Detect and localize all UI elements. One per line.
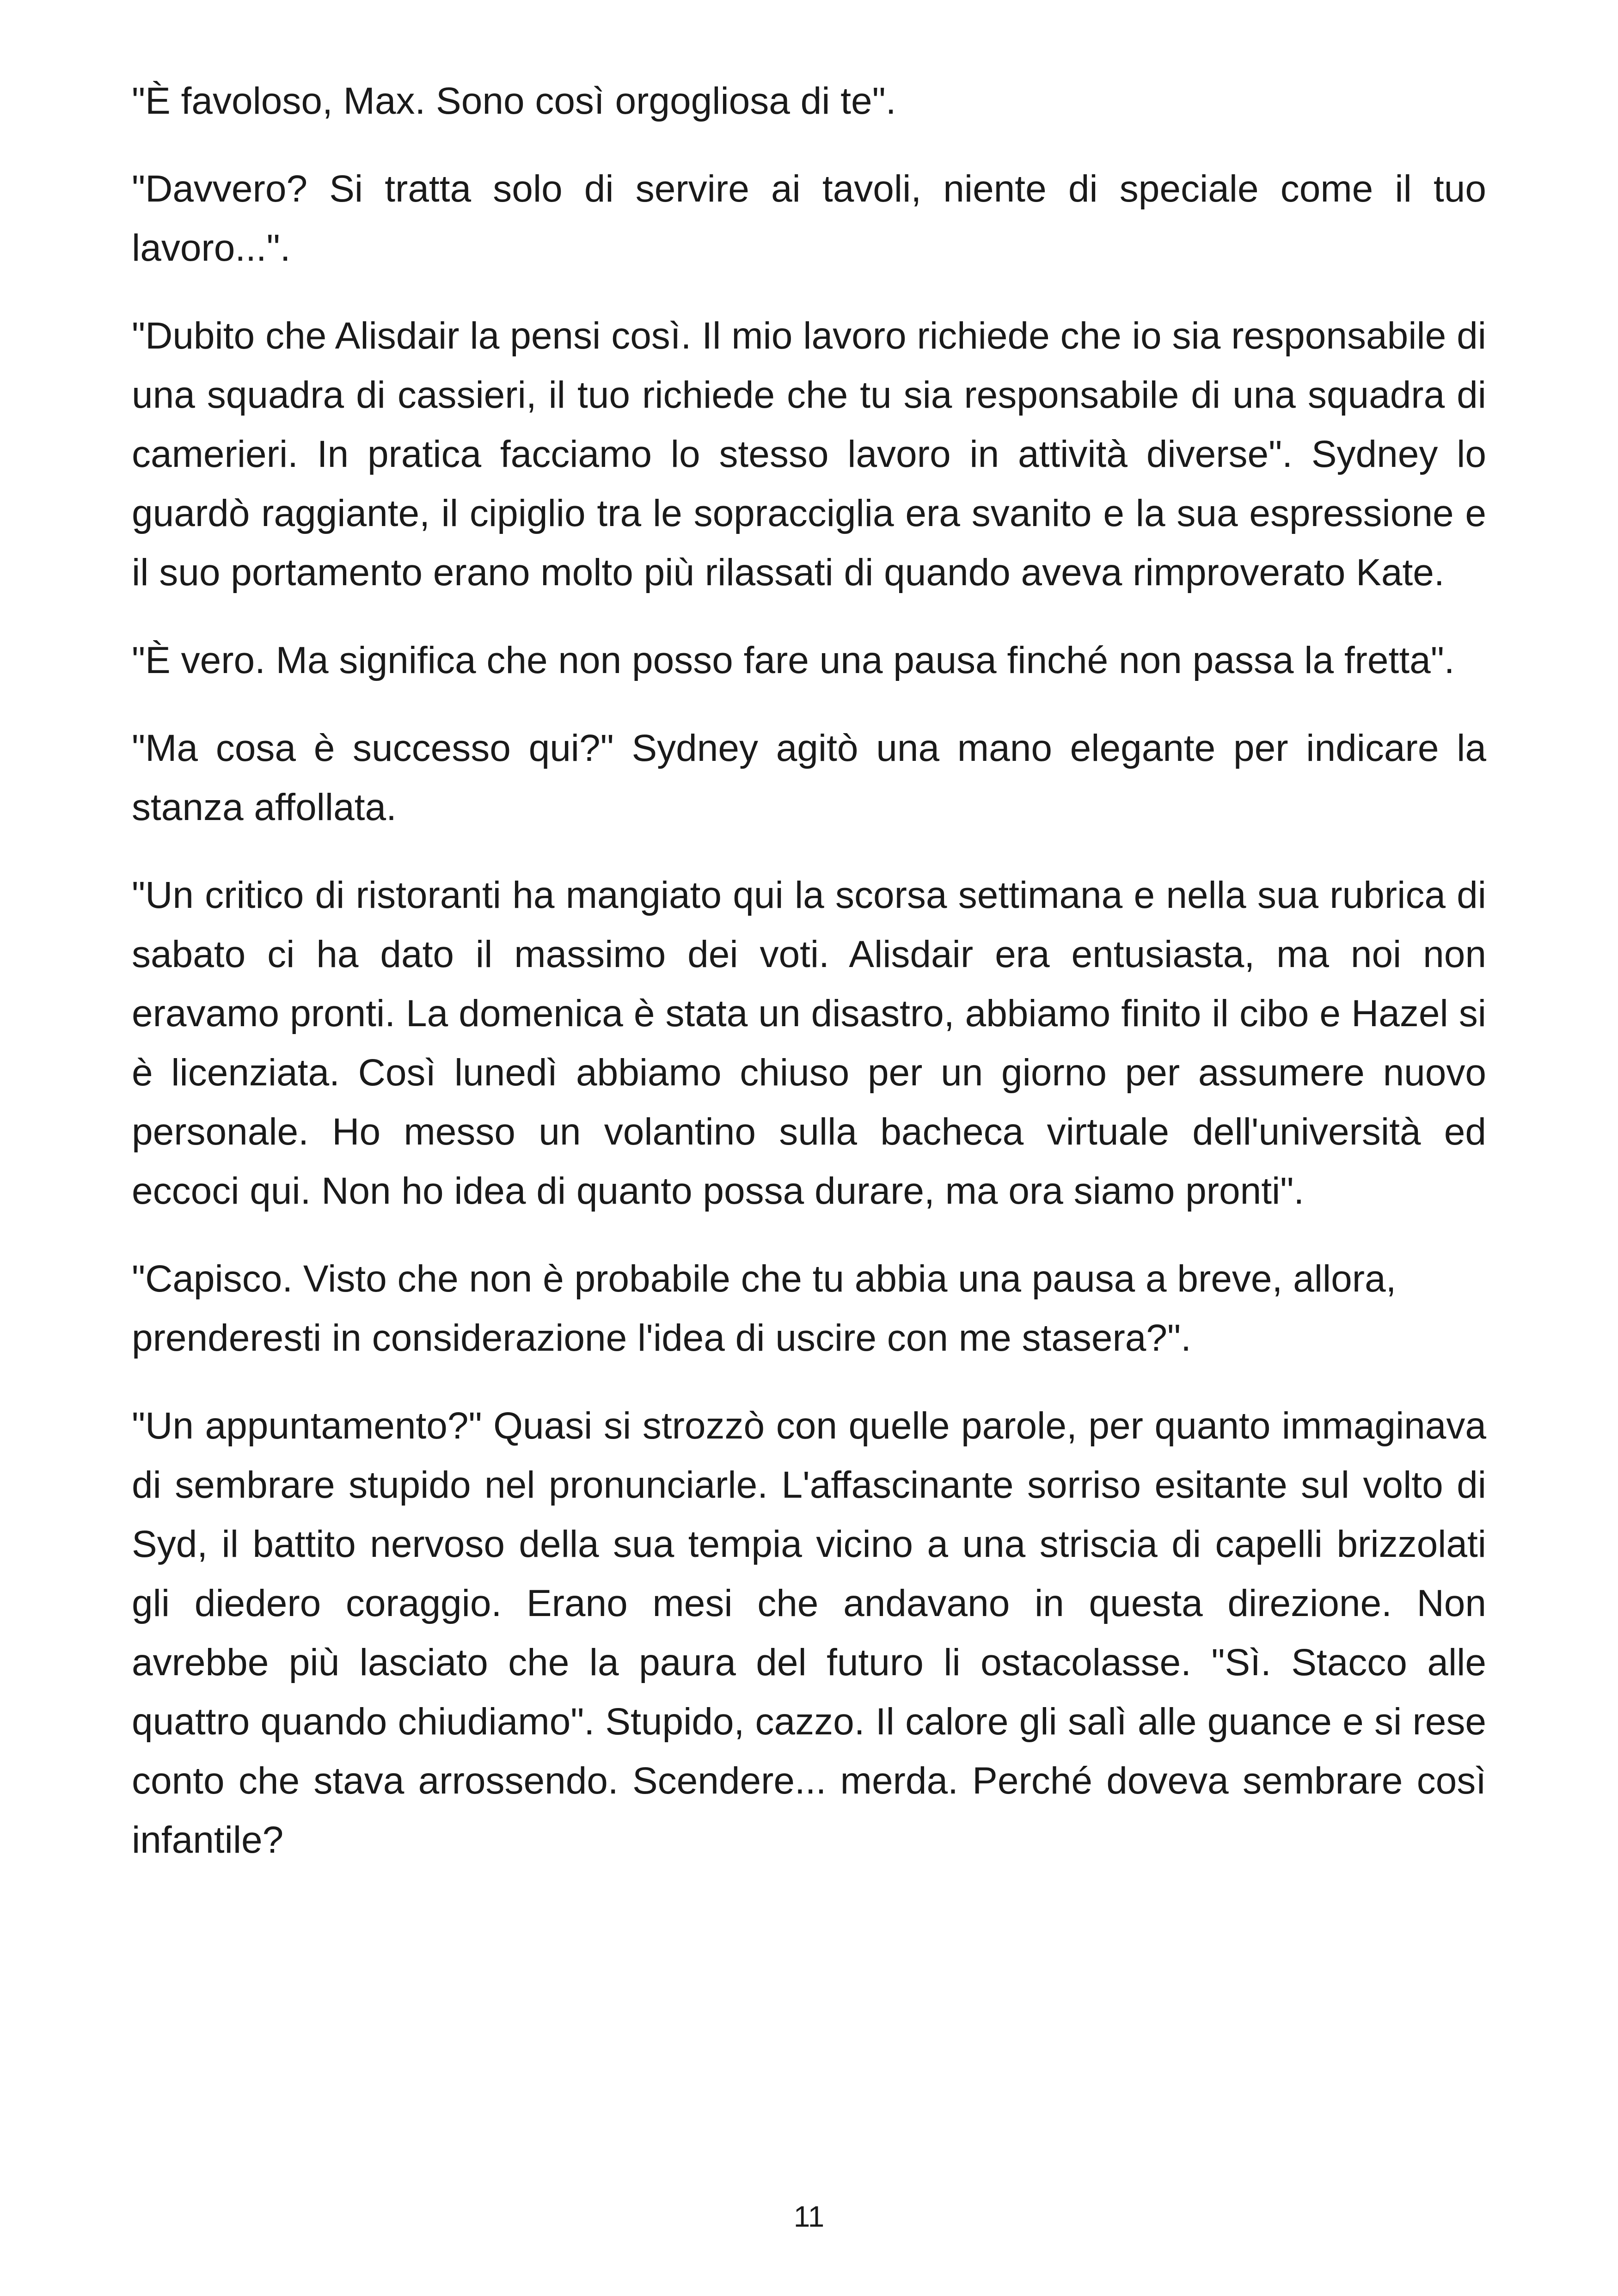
paragraph-3: "Dubito che Alisdair la pensi così. Il mio lavoro richiede che io sia responsabile di una squadra di cassieri, il tuo richiede che tu sia responsabile di una squadra di camerieri. In pratica facciamo lo stesso lavoro in attività diverse". Sydney lo guardò raggiante, il cipiglio tra le sopracciglia era svanito e la sua espressione e il suo portamento erano molto più rilassati di quando aveva rimproverato Kate. [132,315,1486,594]
paragraph-6: "Un critico di ristoranti ha mangiato qui la scorsa settimana e nella sua rubrica di sabato ci ha dato il massimo dei voti. Alisdair era entusiasta, ma noi non eravamo pronti. La domenica è stata un disastro, abbiamo finito il cibo e Hazel si è licenziata. Così lunedì abbiamo chiuso per un giorno per assumere nuovo personale. Ho messo un volantino sulla bacheca virtuale dell'università ed eccoci qui. Non ho idea di quanto possa durare, ma ora siamo pronti". [132,874,1486,1212]
paragraph-5: "Ma cosa è successo qui?" Sydney agitò una mano elegante per indicare la stanza affollata. [132,727,1486,828]
paragraph-2: "Davvero? Si tratta solo di servire ai tavoli, niente di speciale come il tuo lavoro...". [132,168,1486,269]
page-number: 11 [793,2200,825,2233]
paragraph-8: "Un appuntamento?" Quasi si strozzò con quelle parole, per quanto immaginava di sembrare stupido nel pronunciarle. L'affascinante sorriso esitante sul volto di Syd, il battito nervoso della sua tempia vicino a una striscia di capelli brizzolati gli diedero coraggio. Erano mesi che andavano in questa direzione. Non avrebbe più lasciato che la paura del futuro li ostacolasse. "Sì. Stacco alle quattro quando chiudiamo". Stupido, cazzo. Il calore gli salì alle guance e si rese conto che stava arrossendo. Scendere... merda. Perché doveva sembrare così infantile? [132,1405,1486,1861]
paragraph-4: "È vero. Ma significa che non posso fare una pausa finché non passa la fretta". [132,639,1455,681]
paragraph-1: "È favoloso, Max. Sono così orgogliosa di te". [132,80,896,122]
paragraph-7: "Capisco. Visto che non è probabile che tu abbia una pausa a breve, allora, prenderesti in considerazione l'idea di uscire con me stasera?". [132,1258,1397,1359]
body-text [132,72,1486,1898]
